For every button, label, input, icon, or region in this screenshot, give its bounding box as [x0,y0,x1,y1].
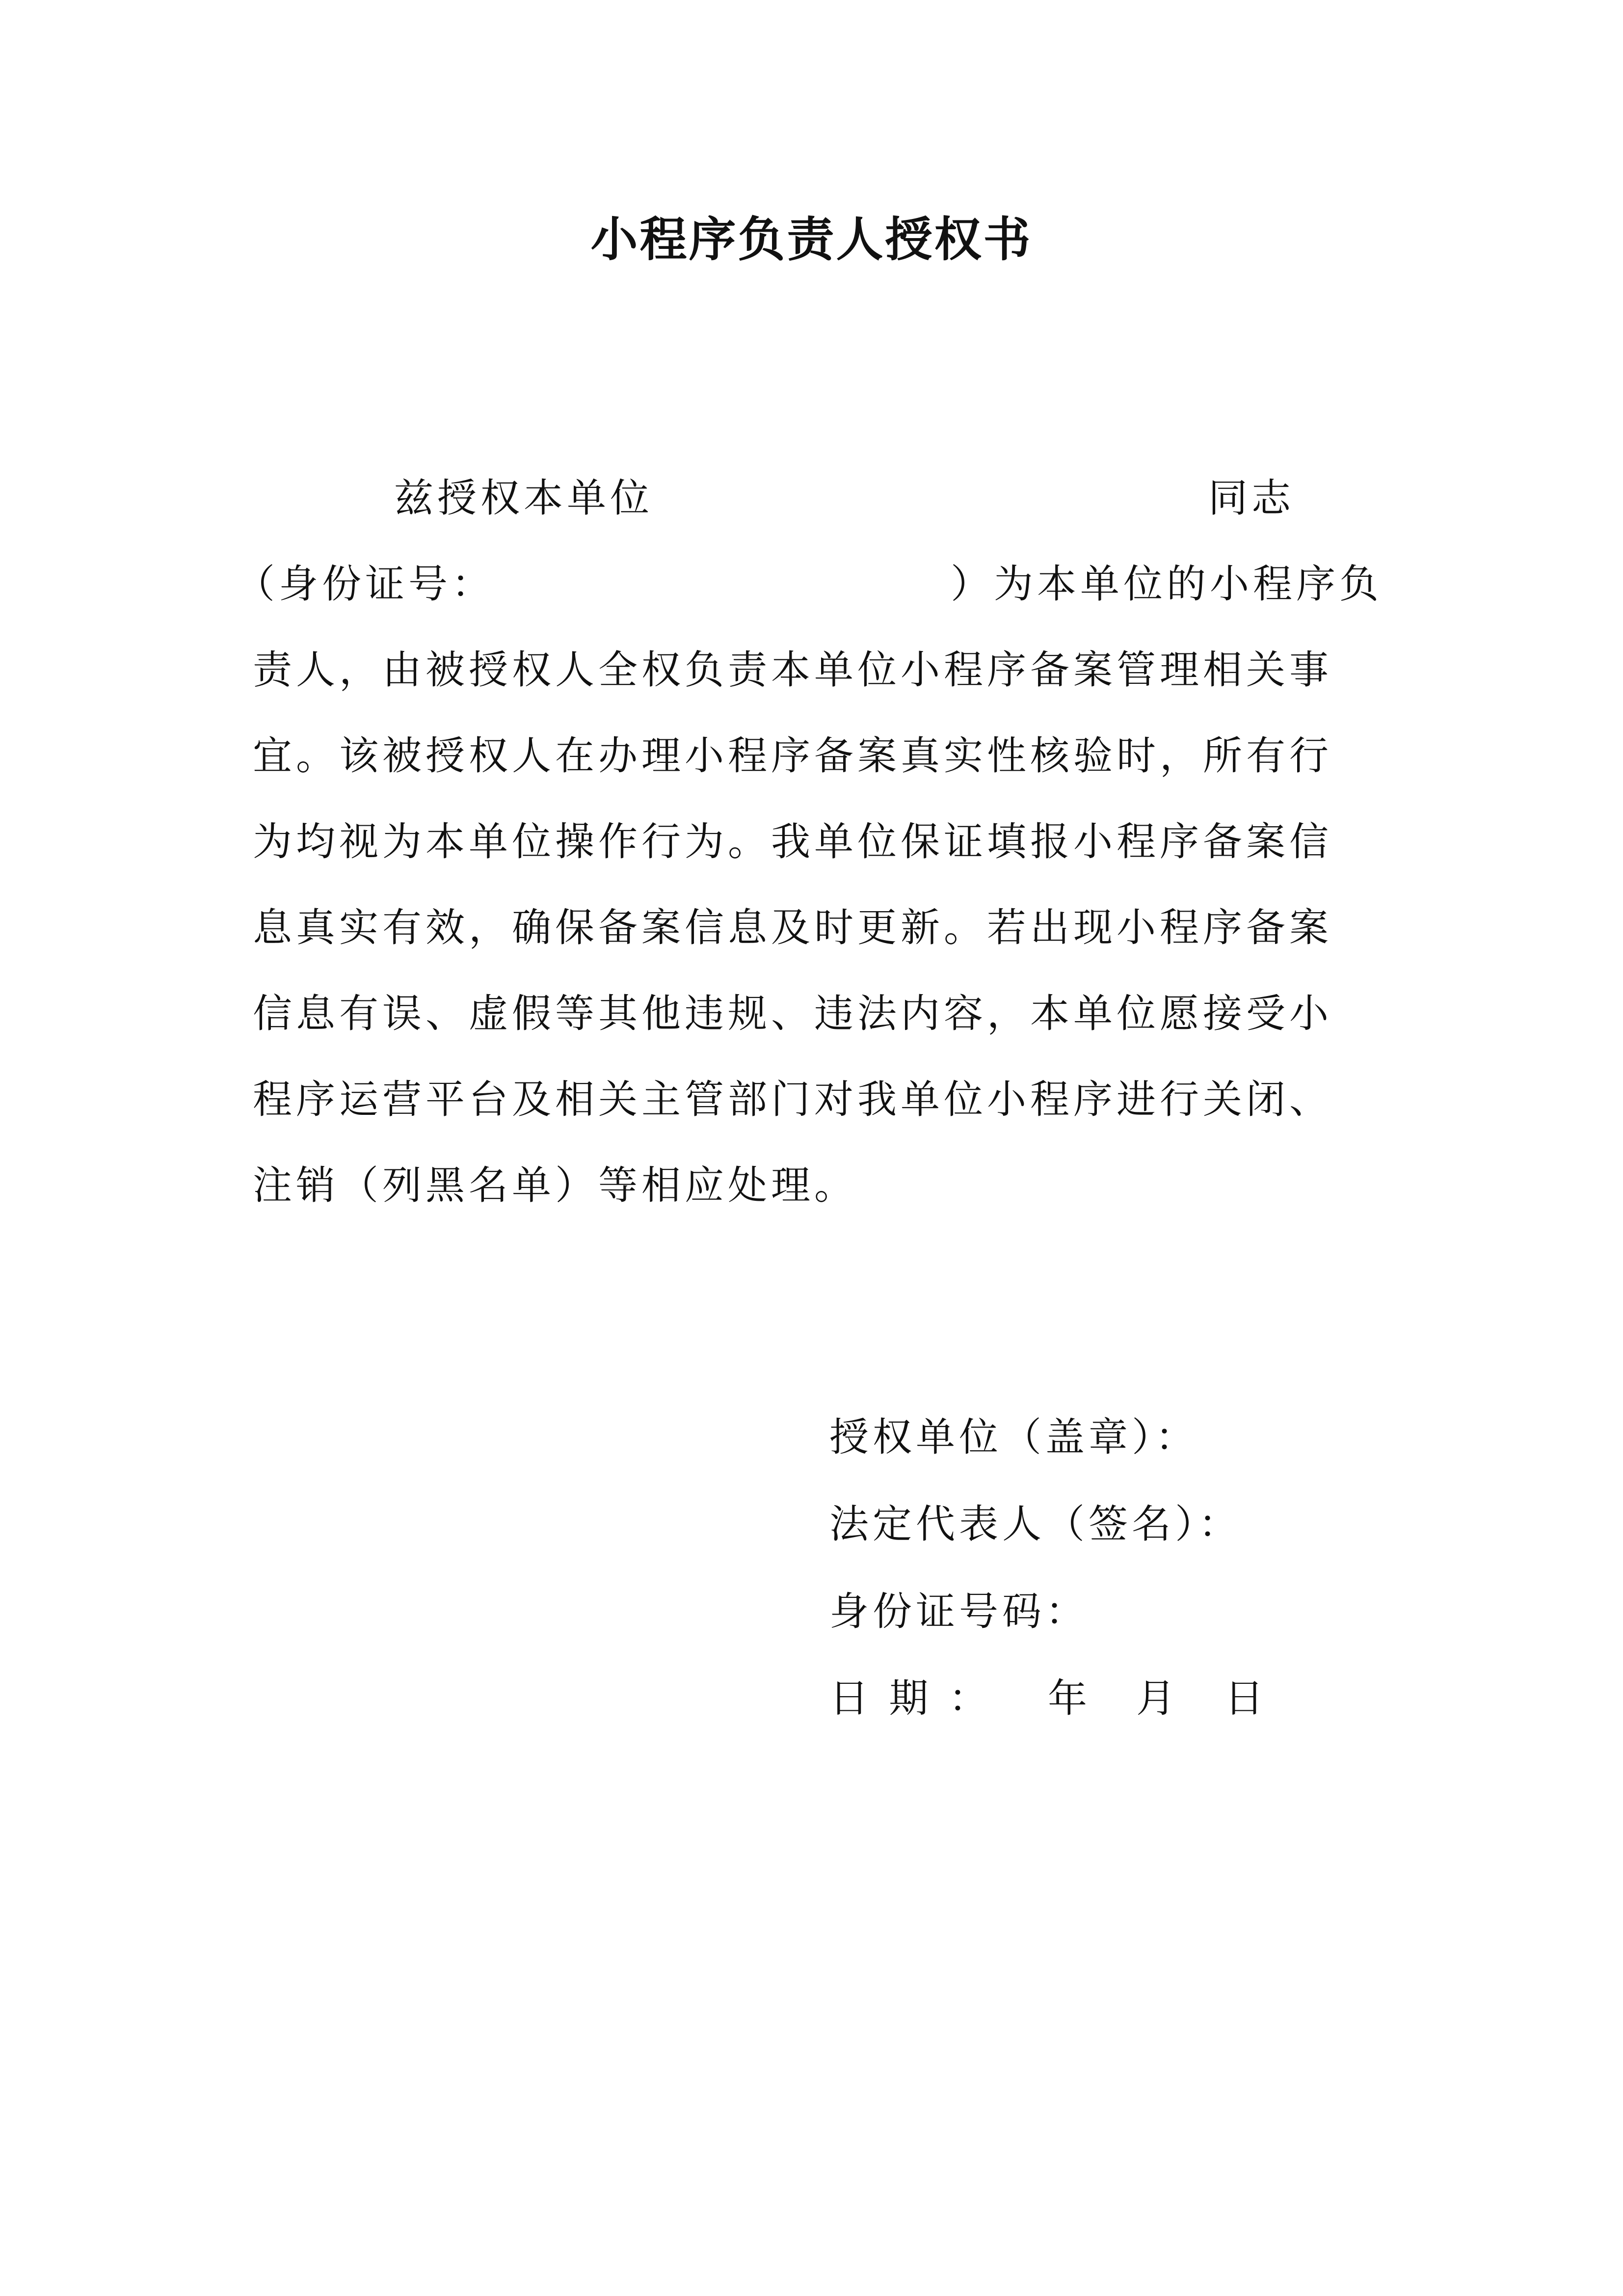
body-line: 宜。该被授权人在办理小程序备案真实性核验时，所有行 [253,733,1332,779]
date-label: 日 期 ： [829,1675,992,1721]
body-line-1-end: 同志 [1208,475,1295,521]
id-number-label: 身份证号码： [829,1589,1089,1634]
date-month: 月 [1136,1675,1179,1721]
authorizing-unit-seal-label: 授权单位（盖章）： [829,1414,1198,1460]
body-line: 息真实有效，确保备案信息及时更新。若出现小程序备案 [253,905,1332,950]
body-line-2-end: ）为本单位的小程序负 [951,561,1383,607]
body-line: 为均视为本单位操作行为。我单位保证填报小程序备案信 [253,819,1332,864]
body-line-1-start: 兹授权本单位 [394,475,653,521]
body-line: 注销（列黑名单）等相应处理。 [253,1162,857,1208]
document-title: 小程序负责人授权书 [590,212,1033,267]
body-line: 信息有误、虚假等其他违规、违法内容，本单位愿接受小 [253,991,1332,1036]
legal-representative-signature-label: 法定代表人（签名）： [829,1501,1242,1547]
body-line-2-start: （身份证号： [236,561,495,607]
date-day: 日 [1224,1675,1268,1721]
body-line: 程序运营平台及相关主管部门对我单位小程序进行关闭、 [253,1077,1332,1122]
date-year: 年 [1048,1675,1091,1721]
body-line: 责人，由被授权人全权负责本单位小程序备案管理相关事 [253,647,1332,693]
